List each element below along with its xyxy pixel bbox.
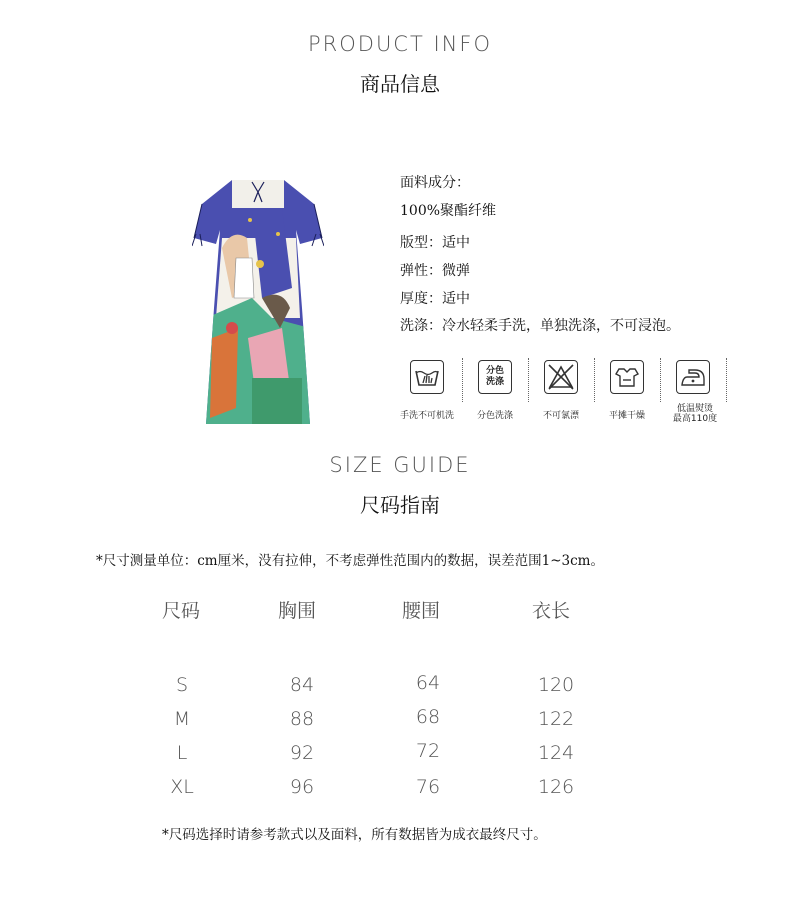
low-iron-label bbox=[664, 404, 726, 424]
header-size: 尺码 bbox=[162, 600, 201, 622]
row-bust: 96 bbox=[289, 776, 315, 798]
size-guide-title-en: SIZE GUIDE bbox=[329, 453, 471, 477]
divider bbox=[726, 358, 727, 402]
care-icons-row bbox=[396, 356, 732, 428]
dry-flat-label: 平摊干燥 bbox=[608, 411, 645, 421]
size-guide-title-cn: 尺码指南 bbox=[360, 493, 440, 517]
header-bust: 胸围 bbox=[278, 600, 317, 622]
row-bust: 92 bbox=[289, 742, 315, 764]
row-length: 124 bbox=[537, 742, 575, 764]
divider bbox=[594, 358, 595, 402]
elasticity-spec: 弹性：微弹 bbox=[400, 263, 470, 279]
divider bbox=[462, 358, 463, 402]
thickness-spec: 厚度：适中 bbox=[400, 291, 470, 307]
row-waist: 72 bbox=[415, 740, 441, 762]
row-length: 122 bbox=[537, 708, 575, 730]
row-waist: 76 bbox=[415, 776, 441, 798]
product-info-title-cn: 商品信息 bbox=[360, 72, 440, 96]
row-size: S bbox=[175, 674, 189, 696]
fit-spec: 版型：适中 bbox=[400, 235, 470, 251]
fabric-label: 面料成分： bbox=[400, 175, 470, 191]
measure-note: *尺寸测量单位：cm厘米，没有拉伸，不考虑弹性范围内的数据，误差范围1~3cm。 bbox=[96, 553, 604, 569]
row-bust: 84 bbox=[289, 674, 315, 696]
low-iron-label-1: 低温熨烫 bbox=[676, 404, 713, 414]
row-size: L bbox=[176, 742, 188, 764]
header-waist: 腰围 bbox=[402, 600, 441, 622]
row-bust: 88 bbox=[289, 708, 315, 730]
row-size: XL bbox=[170, 776, 194, 798]
separate-wash-glyph: 分色 洗涤 bbox=[478, 360, 512, 394]
divider bbox=[528, 358, 529, 402]
product-info-title-en: PRODUCT INFO bbox=[307, 32, 492, 56]
hand-wash-label: 手洗不可机洗 bbox=[399, 411, 454, 421]
row-waist: 64 bbox=[415, 672, 441, 694]
row-size: M bbox=[173, 708, 191, 730]
fabric-value: 100%聚酯纤维 bbox=[400, 203, 497, 219]
header-length: 衣长 bbox=[532, 600, 571, 622]
washing-spec: 洗涤：冷水轻柔手洗，单独洗涤，不可浸泡。 bbox=[400, 318, 680, 334]
dress-image bbox=[192, 178, 324, 428]
divider bbox=[660, 358, 661, 402]
row-length: 120 bbox=[537, 674, 575, 696]
no-bleach-label: 不可氯漂 bbox=[542, 411, 579, 421]
separate-wash-icon bbox=[478, 360, 512, 394]
low-iron-label-2: 最高110度 bbox=[672, 414, 718, 424]
footer-note: *尺码选择时请参考款式以及面料，所有数据皆为成衣最终尺寸。 bbox=[162, 827, 547, 843]
dry-flat-icon bbox=[610, 360, 644, 394]
separate-wash-label: 分色洗涤 bbox=[476, 411, 513, 421]
row-length: 126 bbox=[537, 776, 575, 798]
no-bleach-icon bbox=[544, 360, 578, 394]
size-table bbox=[0, 590, 800, 810]
row-waist: 68 bbox=[415, 706, 441, 728]
low-iron-icon bbox=[676, 360, 710, 394]
hand-wash-icon bbox=[410, 360, 444, 394]
